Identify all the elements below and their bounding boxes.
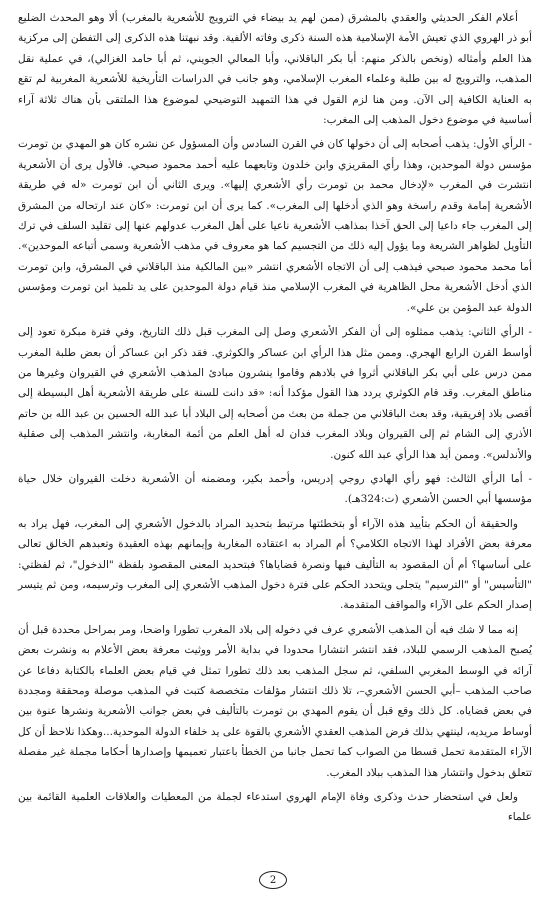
development-paragraph: إنه مما لا شك فيه أن المذهب الأشعري عرف في دخوله إلى بلاد المغرب تطورا واضحا، ومر بمراحل محددة قبل أن يُصبح المذهب الرسمي للبلاد، فقد انتشر انتشارا محدودا في بداية الأمر ووثيت معرفة بعض الأعلام به ونشرت بعض آرائه في الوسط المغربي السلفي، ثم سجل المذهب بعد ذلك تطورا تمثل في قيام بعض العلماء بالكتابة دفاعا عن صاحب المذهب –أبي الحسن الأشعري–، تلا ذلك انتشار مؤلفات متخصصة كتبت في المذهب موصلة ومحققة ومجددة في بعض قضاياه. كل ذلك وقع قبل أن يقوم المهدي بن تومرت بالتأليف في بعض جوانب الأشعرية ونشرها عنوة بين أوساط مريديه، لينتهي بذلك فرض المذهب العقدي الأشعري بالقوة على يد خلفاء الدولة الموحدية...وهكذا نلاحظ أن كل الآراء المتقدمة تحمل قسطا من الصواب كما تحمل جانبا من الخطأ باعتبار تعميمها وإصدارها أحكاما مجملة غير مفصلة تتعلق بدخول وانتشار هذا المذهب ببلاد المغرب. xyxy=(18,623,532,779)
page-number: 2 xyxy=(259,871,287,889)
second-opinion-paragraph: - الرأي الثاني: يذهب ممثلوه إلى أن الفكر الأشعري وصل إلى المغرب قبل ذلك التاريخ، وفي فترة مبكرة تعود إلى أواسط القرن الرابع الهجري. وممن مثل هذا الرأي ابن عساكر والكوثري. فقد ذكر ابن عساكر أن بعض طلبة المغرب ممن درس على أبي بكر الباقلاني أثروا في بلادهم وقاموا ينشرون مبادئ المذهب الأشعري في القيروان وغيرها من مناطق المغرب. وقد قام الكوثري يردد هذا القول مؤكدا أنه: «قد دانت للسنة على طريقة الأشعرية أهل البسيطة إلى أقصى بلاد إفريقية، وقد بعث الباقلاني من جملة من بعث من أصحابه إلى البلاد أبا عبد الله الحسين بن عبد الله بن حاتم الأذري إلى الشام ثم إلى القيروان وبلاد المغرب فدان له أهل العلم من أئمة المغاربة، وانتشر المذهب إلى صقلية والأندلس». وممن أيد هذا الرأي عبد الله كنون. xyxy=(18,326,532,461)
first-opinion-paragraph: - الرأي الأول: يذهب أصحابه إلى أن دخولها كان في القرن السادس وأن المسؤول عن نشره كان هو المهدي بن تومرت مؤسس دولة الموحدين، وهذا رأي المقريزي وابن خلدون وتابعهما عليه أحمد محمود صبحي. فالأول يرى أن الأشعرية انتشرت في المغرب «لإدخال محمد بن تومرت رأي الأشعري إليها». ويرى الثاني أن ابن تومرت «له في طريقة الأشعرية إمامة وقدم راسخة وهو الذي أدخلها إلى المغرب». كما يرى أن ابن تومرت: «كان عند ارتحاله من المشرق إلى المغرب جاء داعيا إلى الحق آخذا بمذاهب الأشعرية ناعيا على أهل المغرب عدولهم عنها إلى تقليد السلف في ترك التأويل لظواهر الشريعة وما يؤول إليه ذلك من التجسيم كما هو معروف في مذهب الأشعرية وسمى أتباعه الموحدين». أما محمد محمود صبحي فيذهب إلى أن الاتجاه الأشعري انتشر «بين المالكية منذ الباقلاني في المشرق، وابن تومرت الذي أدخل الأشعرية محل الظاهرية في المغرب الإسلامي منذ قيام دولة الموحدين على يد تلميذ ابن تومرت ومؤسس الدولة عبد المؤمن بن علي». xyxy=(18,138,532,314)
analysis-paragraph: والحقيقة أن الحكم بتأييد هذه الآراء أو بتخطئتها مرتبط بتحديد المراد بالدخول الأشعري إلى المغرب، فهل يراد به معرفة بعض الأفراد لهذا الاتجاه الكلامي؟ أم المراد به اعتقاده المغاربة وإيمانهم بهذه العقيدة وتعبدهم الخالق تعالى على أساسها؟ أم أن المقصود به التأليف فيها ونصرة قضاياها؟ فبتحديد المعنى المقصود بلفظة "الدخول"، ثم لفظتي: "التأسيس" أو "الترسيم" يتجلى ويتحدد الحكم على فترة دخول المذهب الأشعري إلى المغرب وترسيمه، ومن ثم يتيسر إصدار الحكم على الآراء والمواقف المتقدمة. xyxy=(18,517,532,612)
closing-paragraph: ولعل في استحضار حدث وذكرى وفاة الإمام الهروي استدعاء لجملة من المعطيات والعلاقات العلمية القائمة بين علماء xyxy=(18,791,532,824)
document-body xyxy=(18,8,532,828)
intro-paragraph: أعلام الفكر الحديثي والعقدي بالمشرق (ممن لهم يد بيضاء في الترويج للأشعرية بالمغرب) ألا وهو المحدث الضليع أبو ذر الهروي الذي تعيش الأمة الإسلامية هذه السنة ذكرى وفاته الألفية. وقد نبهتنا هذه الذكرى إلى التفطن إلى مركزية هذا العلم وأمثاله (ونخص بالذكر منهم: أبا بكر الباقلاني، وأبا المعالي الجويني، ثم أبا حامد الغزالي)، في عملية نقل المذهب، والترويج له بين طلبة وعلماء المغرب الإسلامي، وهو جانب في الدراسات التأريخية للأشعرية المغربية لم تقع به العناية الكافية إلى الآن. ومن هنا لزم القول في هذا التمهيد التوضيحي لموضوع هذا الملتقى بأن هناك ثلاثة آراء أساسية في موضوع دخول المذهب إلى المغرب: xyxy=(18,12,532,127)
third-opinion-paragraph: - أما الرأي الثالث: فهو رأي الهادي روجي إدريس، وأحمد بكير، ومضمنه أن الأشعرية دخلت القيروان خلال حياة مؤسسها أبي الحسن الأشعري (ت:324هـ). xyxy=(18,472,532,506)
